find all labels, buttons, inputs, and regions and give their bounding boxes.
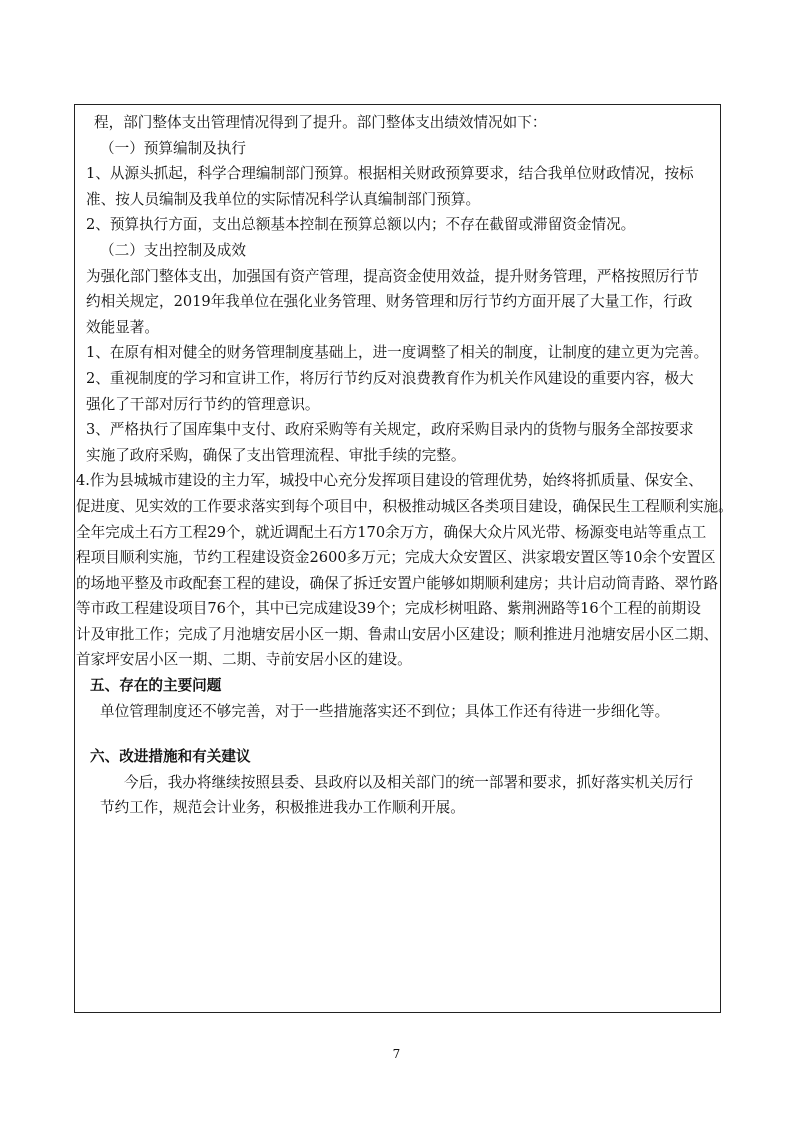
body-line: 效能显著。: [86, 318, 159, 336]
body-line: 约相关规定，2019年我单位在强化业务管理、财务管理和厉行节约方面开展了大量工作，行政: [86, 293, 693, 311]
subheading-budget: （一）预算编制及执行: [100, 139, 246, 157]
body-line: 程项目顺利实施，节约工程建设资金2600多万元；完成大众安置区、洪家塅安置区等10余个安置区: [76, 549, 716, 567]
body-line: 促进度、见实效的工作要求落实到每个项目中，积极推动城区各类项目建设，确保民生工程顺利实施。: [76, 497, 733, 515]
section-text-suggestions: 节约工作，规范会计业务，积极推进我办工作顺利开展。: [100, 799, 465, 817]
body-line: 为强化部门整体支出，加强国有资产管理，提高资金使用效益，提升财务管理，严格按照厉行节: [86, 267, 699, 285]
body-line: 4.作为县城城市建设的主力军，城投中心充分发挥项目建设的管理优势，始终将抓质量、保安全、: [76, 472, 703, 490]
body-line: 准、按人员编制及我单位的实际情况科学认真编制部门预算。: [86, 190, 481, 208]
document-body: [76, 110, 733, 821]
section-spacer: [86, 724, 716, 744]
subheading-expenditure: （二）支出控制及成效: [100, 241, 246, 259]
section-text-problems: 单位管理制度还不够完善，对于一些措施落实还不到位；具体工作还有待进一步细化等。: [100, 702, 670, 720]
body-line: 1、从源头抓起，科学合理编制部门预算。根据相关财政预算要求，结合我单位财政情况，按标: [86, 165, 694, 183]
body-line: 强化了干部对厉行节约的管理意识。: [86, 395, 320, 413]
body-line: 2、预算执行方面，支出总额基本控制在预算总额以内；不存在截留或滞留资金情况。: [86, 216, 636, 234]
body-line: 程，部门整体支出管理情况得到了提升。部门整体支出绩效情况如下：: [94, 114, 547, 131]
body-line: 2、重视制度的学习和宣讲工作，将厉行节约反对浪费教育作为机关作风建设的重要内容，极大: [86, 369, 694, 387]
body-line: 首家坪安居小区一期、二期、寺前安居小区的建设。: [76, 651, 412, 669]
body-line: 计及审批工作；完成了月池塘安居小区一期、鲁肃山安居小区建设；顺利推进月池塘安居小区二期、: [76, 625, 719, 643]
section-heading-problems: 五、存在的主要问题: [90, 677, 222, 695]
section-heading-suggestions: 六、改进措施和有关建议: [90, 748, 251, 766]
page-number: 7: [392, 1047, 401, 1061]
body-line: 等市政工程建设项目76个，其中已完成建设39个；完成杉树咀路、紫荆洲路等16个工程的前期设: [76, 600, 701, 618]
section-text-suggestions: 今后，我办将继续按照县委、县政府以及相关部门的统一部署和要求，抓好落实机关厉行: [124, 773, 694, 791]
body-line: 3、严格执行了国库集中支付、政府采购等有关规定，政府采购目录内的货物与服务全部按要求: [86, 421, 694, 439]
body-line: 的场地平整及市政配套工程的建设，确保了拆迁安置户能够如期顺利建房；共计启动筒青路、翠竹路: [76, 574, 719, 592]
body-line: 1、在原有相对健全的财务管理制度基础上，进一度调整了相关的制度，让制度的建立更为完善。: [86, 344, 709, 362]
body-line: 全年完成土石方工程29个，就近调配土石方170余万方，确保大众片风光带、杨源变电站等重点工: [76, 523, 707, 541]
body-line: 实施了政府采购，确保了支出管理流程、审批手续的完整。: [86, 446, 466, 464]
